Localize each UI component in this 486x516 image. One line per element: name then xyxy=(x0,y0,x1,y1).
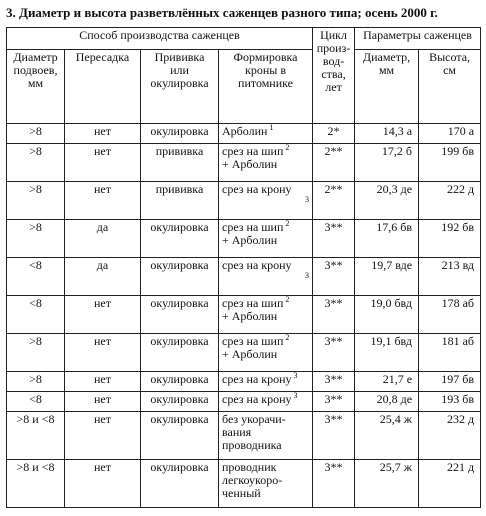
cell-transplant xyxy=(65,144,141,182)
footnote-mark: 2 xyxy=(283,333,290,342)
cell-diameter xyxy=(355,144,419,182)
footnote-mark: 3 xyxy=(291,371,298,380)
cell-rootstock-diameter-text: >8 xyxy=(29,334,42,348)
cell-rootstock-diameter-text: >8 xyxy=(29,372,42,386)
cell-cycle-text: 3** xyxy=(324,334,343,348)
footnote-mark: 3 xyxy=(291,391,298,400)
cell-crown-text: срез на шип xyxy=(222,220,284,234)
cell-height-text: 178 аб xyxy=(441,296,475,310)
footnote-mark: 1 xyxy=(267,123,274,132)
seedlings-table xyxy=(6,27,481,508)
cell-transplant xyxy=(65,372,141,392)
cell-rootstock-diameter xyxy=(7,334,65,372)
cell-rootstock-diameter xyxy=(7,372,65,392)
cell-transplant xyxy=(65,334,141,372)
cell-rootstock-diameter-text: >8 xyxy=(29,220,42,234)
cell-rootstock-diameter-text: >8 xyxy=(29,182,42,196)
table-row xyxy=(7,412,481,460)
cell-rootstock-diameter xyxy=(7,182,65,220)
cell-height xyxy=(419,412,481,460)
cell-height-text: 222 д xyxy=(446,182,475,196)
cell-grafting-text: окулировка xyxy=(150,412,209,426)
cell-cycle-text: 3** xyxy=(324,412,343,426)
cell-rootstock-diameter-text: >8 и <8 xyxy=(16,412,55,426)
cell-rootstock-diameter xyxy=(7,392,65,412)
cell-height xyxy=(419,334,481,372)
cell-height-text: 221 д xyxy=(446,460,475,474)
cell-crown-text: срез на крону xyxy=(222,372,292,386)
cell-cycle-text: 3** xyxy=(324,392,343,406)
cell-cycle xyxy=(313,334,355,372)
table-row xyxy=(7,220,481,258)
cell-crown-text: срез на шип xyxy=(222,296,284,310)
cell-cycle-text: 2** xyxy=(324,144,343,158)
cell-cycle-text: 3** xyxy=(324,258,343,272)
cell-height-text: 181 аб xyxy=(441,334,475,348)
cell-grafting xyxy=(141,412,219,460)
cell-cycle-text: 3** xyxy=(324,220,343,234)
cell-cycle xyxy=(313,296,355,334)
cell-height xyxy=(419,296,481,334)
cell-cycle xyxy=(313,258,355,296)
cell-height-text: 232 д xyxy=(446,412,475,426)
cell-grafting-text: окулировка xyxy=(150,392,209,406)
cell-transplant-text: нет xyxy=(94,124,111,138)
cell-grafting-text: окулировка xyxy=(150,334,209,348)
table-row xyxy=(7,460,481,508)
cell-crown-text: срез на крону xyxy=(222,258,292,272)
cell-cycle-text: 3** xyxy=(324,372,343,386)
header-method: Способ производства саженцев xyxy=(7,28,313,50)
cell-crown-text: срез на крону xyxy=(222,392,292,406)
cell-crown-text: срез на шип xyxy=(222,334,284,348)
cell-transplant-text: нет xyxy=(94,144,111,158)
cell-diameter xyxy=(355,296,419,334)
cell-crown-text-line2: + Арболин xyxy=(222,233,278,247)
cell-rootstock-diameter xyxy=(7,220,65,258)
cell-crown-text: срез на шип xyxy=(222,144,284,158)
cell-crown xyxy=(219,460,313,508)
cell-crown xyxy=(219,124,313,144)
cell-crown xyxy=(219,258,313,296)
cell-grafting-text: прививка xyxy=(155,182,204,196)
cell-transplant xyxy=(65,220,141,258)
cell-crown-text: без укорачи-вания проводника xyxy=(222,412,286,452)
cell-crown-text-line2: + Арболин xyxy=(222,157,278,171)
cell-diameter xyxy=(355,372,419,392)
cell-crown-text-line2: + Арболин xyxy=(222,347,278,361)
cell-height xyxy=(419,182,481,220)
cell-cycle xyxy=(313,220,355,258)
cell-transplant-text: нет xyxy=(94,372,111,386)
header-rootstock-diameter: Диаметр подвоев, мм xyxy=(7,50,65,124)
cell-diameter-text: 25,4 ж xyxy=(379,412,413,426)
cell-rootstock-diameter-text: >8 xyxy=(29,144,42,158)
cell-transplant-text: да xyxy=(96,258,109,272)
cell-transplant-text: нет xyxy=(94,392,111,406)
footnote-mark: 3 xyxy=(305,195,310,204)
cell-transplant-text: нет xyxy=(94,182,111,196)
table-row xyxy=(7,144,481,182)
cell-rootstock-diameter-text: <8 xyxy=(29,258,42,272)
cell-diameter xyxy=(355,258,419,296)
cell-height xyxy=(419,372,481,392)
cell-rootstock-diameter xyxy=(7,258,65,296)
cell-crown xyxy=(219,144,313,182)
cell-cycle xyxy=(313,460,355,508)
cell-diameter xyxy=(355,392,419,412)
cell-transplant-text: нет xyxy=(94,334,111,348)
cell-cycle xyxy=(313,144,355,182)
cell-transplant xyxy=(65,412,141,460)
cell-grafting xyxy=(141,334,219,372)
cell-cycle-text: 2** xyxy=(324,182,343,196)
cell-transplant xyxy=(65,296,141,334)
cell-rootstock-diameter-text: <8 xyxy=(29,392,42,406)
cell-crown xyxy=(219,412,313,460)
cell-crown xyxy=(219,372,313,392)
cell-crown-text: проводник легкоукоро-ченный xyxy=(222,460,283,500)
cell-cycle-text: 3** xyxy=(324,296,343,310)
cell-grafting xyxy=(141,392,219,412)
cell-height-text: 170 а xyxy=(447,124,475,138)
cell-transplant xyxy=(65,124,141,144)
cell-grafting xyxy=(141,460,219,508)
cell-crown-text: срез на крону xyxy=(222,182,292,196)
cell-grafting xyxy=(141,258,219,296)
cell-grafting-text: окулировка xyxy=(150,258,209,272)
cell-diameter-text: 19,1 бвд xyxy=(370,334,413,348)
cell-height-text: 213 вд xyxy=(441,258,475,272)
footnote-mark: 2 xyxy=(283,143,290,152)
table-row xyxy=(7,124,481,144)
cell-diameter-text: 21,7 е xyxy=(382,372,413,386)
cell-diameter xyxy=(355,220,419,258)
cell-transplant xyxy=(65,392,141,412)
header-cycle: Цикл произ-вод-ства, лет xyxy=(313,28,355,124)
cell-cycle-text: 3** xyxy=(324,460,343,474)
cell-height xyxy=(419,460,481,508)
cell-crown xyxy=(219,296,313,334)
cell-cycle-text: 2* xyxy=(327,124,340,138)
cell-height xyxy=(419,144,481,182)
cell-rootstock-diameter xyxy=(7,412,65,460)
header-transplant: Пересадка xyxy=(65,50,141,124)
cell-transplant xyxy=(65,460,141,508)
cell-diameter-text: 17,6 бв xyxy=(376,220,413,234)
cell-rootstock-diameter-text: >8 и <8 xyxy=(16,460,55,474)
cell-diameter-text: 20,3 де xyxy=(376,182,413,196)
cell-grafting xyxy=(141,124,219,144)
cell-diameter xyxy=(355,182,419,220)
table-row xyxy=(7,258,481,296)
cell-transplant xyxy=(65,182,141,220)
header-crown: Формировка кроны в питомнике xyxy=(219,50,313,124)
cell-transplant xyxy=(65,258,141,296)
cell-height-text: 199 бв xyxy=(441,144,475,158)
table-caption: 3. Диаметр и высота разветвлённых саженцев разного типа; осень 2000 г. xyxy=(6,5,438,20)
cell-crown xyxy=(219,182,313,220)
cell-grafting xyxy=(141,296,219,334)
cell-transplant-text: нет xyxy=(94,460,111,474)
cell-grafting-text: окулировка xyxy=(150,124,209,138)
cell-diameter xyxy=(355,412,419,460)
footnote-mark: 2 xyxy=(283,219,290,228)
cell-rootstock-diameter xyxy=(7,144,65,182)
cell-transplant-text: да xyxy=(96,220,109,234)
cell-diameter xyxy=(355,124,419,144)
cell-diameter-text: 20,8 де xyxy=(376,392,413,406)
cell-diameter xyxy=(355,460,419,508)
header-height: Высота, см xyxy=(419,50,481,124)
cell-rootstock-diameter xyxy=(7,296,65,334)
cell-transplant-text: нет xyxy=(94,296,111,310)
cell-grafting-text: окулировка xyxy=(150,220,209,234)
cell-cycle xyxy=(313,412,355,460)
cell-rootstock-diameter xyxy=(7,124,65,144)
cell-height xyxy=(419,124,481,144)
header-grafting: Прививка или окулировка xyxy=(141,50,219,124)
cell-height xyxy=(419,220,481,258)
cell-rootstock-diameter xyxy=(7,460,65,508)
cell-height-text: 193 бв xyxy=(441,392,475,406)
table-row xyxy=(7,392,481,412)
header-diameter: Диаметр, мм xyxy=(355,50,419,124)
cell-cycle xyxy=(313,182,355,220)
cell-rootstock-diameter-text: <8 xyxy=(29,296,42,310)
cell-cycle xyxy=(313,392,355,412)
cell-diameter-text: 19,0 бвд xyxy=(370,296,413,310)
cell-crown xyxy=(219,392,313,412)
cell-crown xyxy=(219,334,313,372)
footnote-mark: 2 xyxy=(283,295,290,304)
cell-cycle xyxy=(313,372,355,392)
cell-height-text: 197 бв xyxy=(441,372,475,386)
cell-diameter-text: 19,7 вде xyxy=(371,258,413,272)
cell-cycle xyxy=(313,124,355,144)
cell-rootstock-diameter-text: >8 xyxy=(29,124,42,138)
cell-grafting xyxy=(141,144,219,182)
cell-crown-text-line2: + Арболин xyxy=(222,309,278,323)
cell-height xyxy=(419,392,481,412)
cell-grafting-text: прививка xyxy=(155,144,204,158)
table-row xyxy=(7,372,481,392)
cell-diameter-text: 17,2 б xyxy=(381,144,413,158)
cell-grafting xyxy=(141,372,219,392)
cell-diameter-text: 25,7 ж xyxy=(379,460,413,474)
table-row xyxy=(7,334,481,372)
cell-height xyxy=(419,258,481,296)
table-row xyxy=(7,182,481,220)
cell-height-text: 192 бв xyxy=(441,220,475,234)
cell-grafting-text: окулировка xyxy=(150,296,209,310)
cell-grafting xyxy=(141,220,219,258)
cell-diameter xyxy=(355,334,419,372)
table-row xyxy=(7,296,481,334)
cell-transplant-text: нет xyxy=(94,412,111,426)
header-params: Параметры саженцев xyxy=(355,28,481,50)
cell-crown xyxy=(219,220,313,258)
cell-grafting xyxy=(141,182,219,220)
cell-diameter-text: 14,3 а xyxy=(382,124,413,138)
cell-crown-text: Арболин xyxy=(222,124,268,138)
cell-grafting-text: окулировка xyxy=(150,372,209,386)
cell-grafting-text: окулировка xyxy=(150,460,209,474)
footnote-mark: 3 xyxy=(305,271,310,280)
